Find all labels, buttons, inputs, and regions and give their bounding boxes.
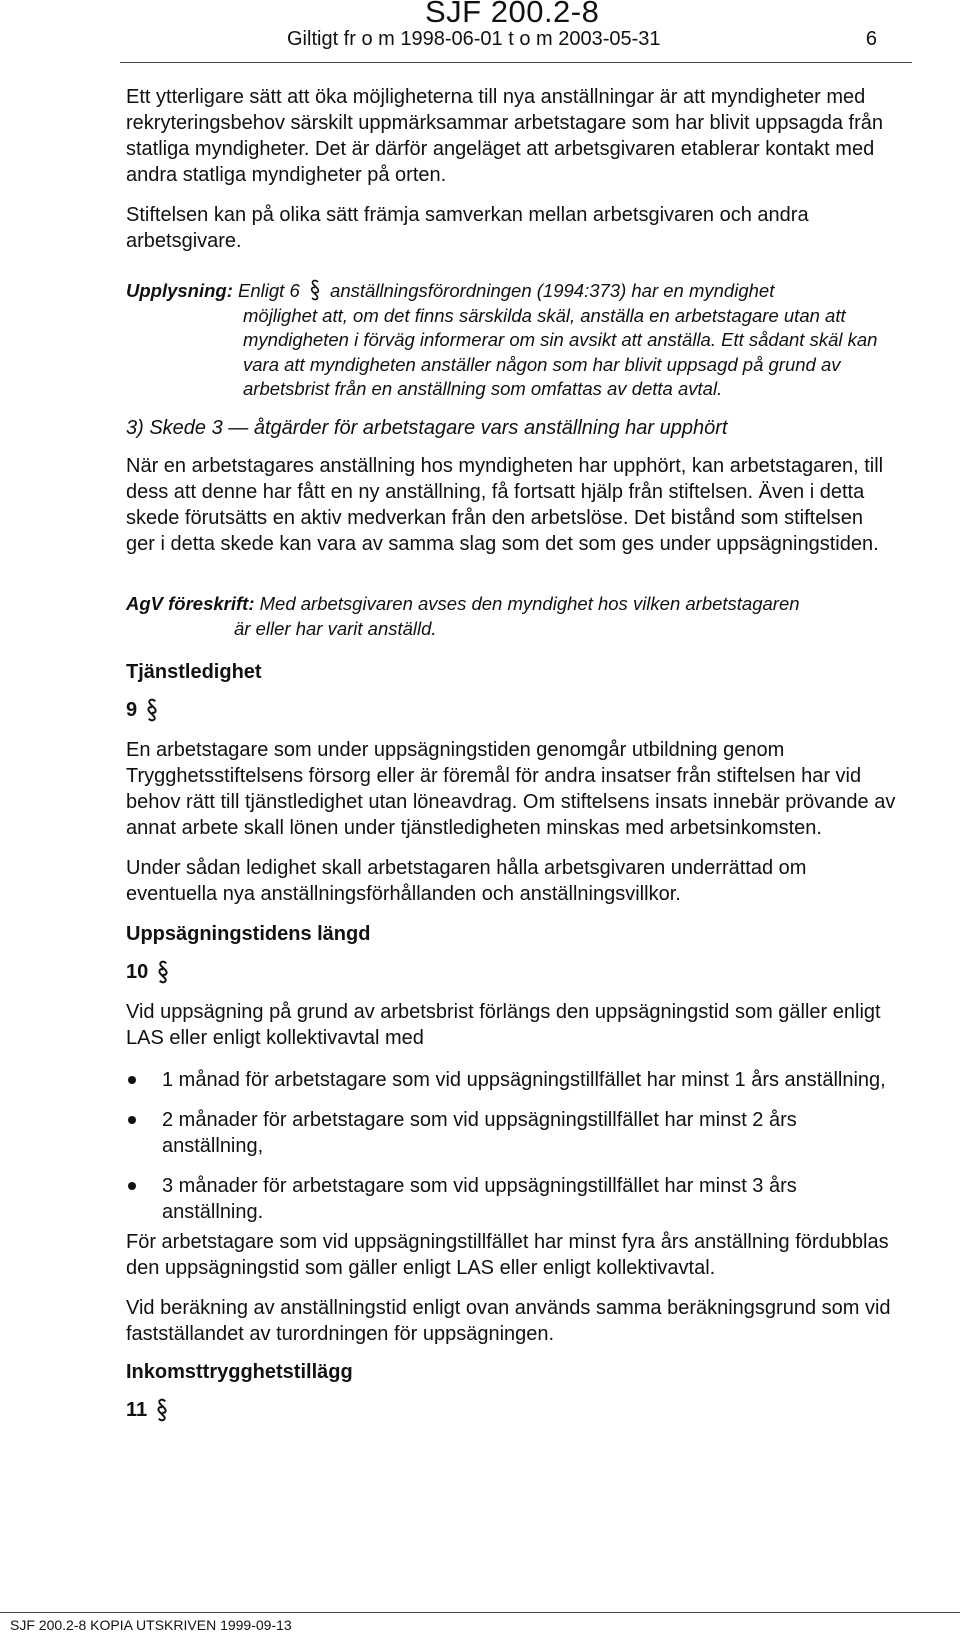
paragraph: Stiftelsen kan på olika sätt främja samverkan mellan arbetsgivaren och andra arbetsgivare. [126,204,809,252]
page-number: 6 [865,28,877,50]
paragraph: En arbetstagare som under uppsägningstiden genomgår utbildning genom Trygghetsstiftelsens försorg eller är föremål för andra insatser från stiftelsen har vid behov rätt till tjänstledighet utan löneavdrag. Om stiftelsens insats innebär prövande av annat arbete skall lönen under tjänstledigheten minskas med arbetsinkomsten. [126,738,896,839]
section-heading: Tjänstledighet [126,660,262,683]
footer-divider [0,1612,960,1613]
paragraph: Vid uppsägning på grund av arbetsbrist förlängs den uppsägningstid som gäller enligt LAS eller enligt kollektivavtal med [126,1000,881,1049]
paragraph: Ett ytterligare sätt att öka möjligheterna till nya anställningar är att myndigheter med rekryteringsbehov särskilt uppmärksammar arbetstagare som har blivit uppsagda från statliga myndigheter. Det är därför angeläget att arbetsgivaren etablerar kontakt med andra statliga myndigheter på orten. [126,86,884,186]
header-divider [120,62,912,63]
page-header [287,28,877,51]
list-item: 3 månader för arbetstagare som vid uppsägningstillfället har minst 3 års anställning. [126,1173,896,1225]
bullet-list [126,1067,896,1225]
list-item: 2 månader för arbetstagare som vid uppsägningstillfället har minst 2 års anställning, [126,1107,896,1159]
section-sign-icon [145,697,159,723]
bullet-icon [128,1076,136,1084]
list-item: 1 månad för arbetstagare som vid uppsägningstillfället har minst 1 års anställning, [126,1067,896,1093]
section-heading: Inkomsttrygghetstillägg [126,1360,353,1383]
agv-regulation: AgV föreskrift: Med arbetsgivaren avses den myndighet hos vilken arbetstagaren är eller har varit anställd. [126,592,800,639]
section-number: 9 [126,697,896,723]
document-body [126,84,896,1423]
paragraph: När en arbetstagares anställning hos myndigheten har upphört, kan arbetstagaren, till dess att denne har fått en ny anställning, få fortsatt hjälp från stiftelsen. Även i detta skede förutsätts en aktiv medverkan från den arbetslöse. Det bistånd som stiftelsen ger i detta skede kan vara av samma slag som det som ges under uppsägningstiden. [126,454,884,555]
document-id: SJF 200.2-8 [425,0,600,29]
section-number: 11 [126,1397,896,1423]
paragraph: Under sådan ledighet skall arbetstagaren hålla arbetsgivaren underrättad om eventuella nya anställningsförhållanden och anställningsvillkor. [126,856,807,905]
validity-period: Giltigt fr o m 1998-06-01 t o m 2003-05-31 [287,28,661,50]
bullet-icon [128,1116,136,1124]
paragraph: Vid beräkning av anställningstid enligt ovan används samma beräkningsgrund som vid fastställandet av turordningen för uppsägningen. [126,1296,891,1345]
upplysning-note [126,278,896,402]
page-footer: SJF 200.2-8 KOPIA UTSKRIVEN 1999-09-13 [10,1617,292,1633]
paragraph: För arbetstagare som vid uppsägningstillfället har minst fyra års anställning fördubblas den uppsägningstid som gäller enligt LAS eller enligt kollektivavtal. [126,1230,889,1279]
bullet-icon [128,1182,136,1190]
upplysning-label: Upplysning: [126,280,233,301]
agv-label: AgV föreskrift: [126,592,255,614]
section-sign-icon [155,1397,169,1423]
section-sign-icon [309,278,321,302]
skede3-heading: 3) Skede 3 — åtgärder för arbetstagare vars anställning har upphört [126,416,728,439]
section-sign-icon [156,959,170,985]
section-heading: Uppsägningstidens längd [126,922,371,945]
upplysning-first-line: Upplysning: Enligt 6 anställningsförordningen (1994:373) har en myndighet [126,280,775,301]
section-number: 10 [126,959,896,985]
upplysning-body: möjlighet att, om det finns särskilda skäl, anställa en arbetstagare utan att myndigheten i förväg informerar om sin avsikt att anställa. Ett sådant skäl kan vara att myndigheten anställer någon som har blivit uppsagd på grund av arbetsbrist från en anställning som omfattas av detta avtal. [243,304,878,399]
